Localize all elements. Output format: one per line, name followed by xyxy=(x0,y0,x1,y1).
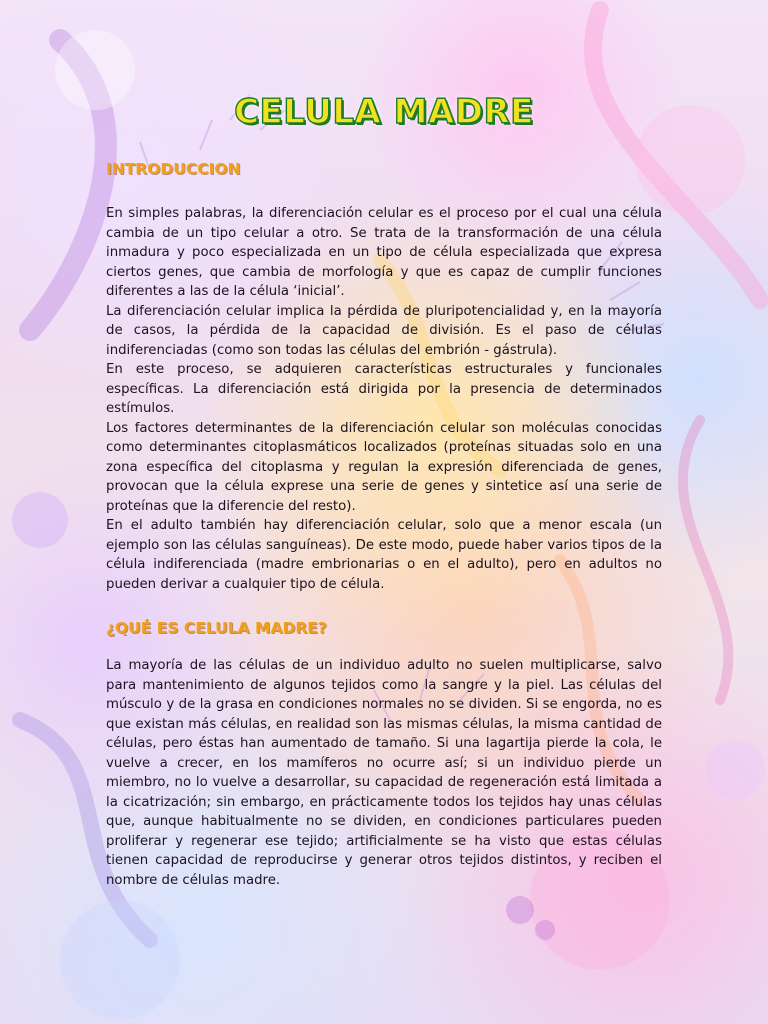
paragraph: La diferenciación celular implica la pérdida de pluripotencialidad y, en la mayoría de casos, la pérdida de la capacidad de división. Es el paso de células indiferenciadas (como son todas las células del embrión - gástrula). xyxy=(106,303,662,358)
paragraph: En simples palabras, la diferenciación celular es el proceso por el cual una célula cambia de un tipo celular a otro. Se trata de la transformación de una célula inmadura y poco especializada en un tipo de célula especializada que expresa ciertos genes, que cambia de morfología y que es capaz de cumplir funciones diferentes a las de la célula ‘inicial’. xyxy=(106,206,662,299)
section-body-introduccion xyxy=(106,204,662,594)
paragraph: En este proceso, se adquieren características estructurales y funcionales específicas. La diferenciación está dirigida por la presencia de determinados estímulos. xyxy=(106,362,662,416)
paragraph: Los factores determinantes de la diferenciación celular son moléculas conocidas como determinantes citoplasmáticos localizados (proteínas situadas solo en una zona específica del citoplasma y regulan la expresión diferenciada de genes, provocan que la célula exprese una serie de genes y sintetice así una serie de proteínas que la diferencie del resto). xyxy=(106,420,662,514)
section-heading-introduccion: INTRODUCCION xyxy=(106,160,241,178)
paragraph: La mayoría de las células de un individuo adulto no suelen multiplicarse, salvo para mantenimiento de algunos tejidos como la sangre y la piel. Las células del músculo y de la grasa en condiciones normales no se dividen. Si se engorda, no es que existan más células, en realidad son las mismas células, la misma cantidad de células, pero éstas han aumentado de tamaño. Si una lagartija pierde la cola, le vuelve a crecer, en los mamíferos no ocurre así; si un individuo pierde un miembro, no lo vuelve a desarrollar, su capacidad de regeneración está limitada a la cicatrización; sin embargo, en prácticamente todos los tejidos hay unas células que, aunque habitualmente no se dividen, en condiciones particulares pueden proliferar y regenerar ese tejido; artificialmente se ha visto que estas células tienen capacidad de reproducirse y generar otros tejidos distintos, y reciben el nombre de células madre. xyxy=(106,658,662,888)
paragraph: En el adulto también hay diferenciación celular, solo que a menor escala (un ejemplo son las células sanguíneas). De este modo, puede haber varios tipos de la célula indiferenciada (madre embrionarias o en el adulto), pero en adultos no pueden derivar a cualquier tipo de célula. xyxy=(106,518,662,592)
section-heading-que-es-celula-madre: ¿QUÉ ES CELULA MADRE? xyxy=(106,619,327,637)
document-title: CELULA MADRE xyxy=(234,92,534,132)
